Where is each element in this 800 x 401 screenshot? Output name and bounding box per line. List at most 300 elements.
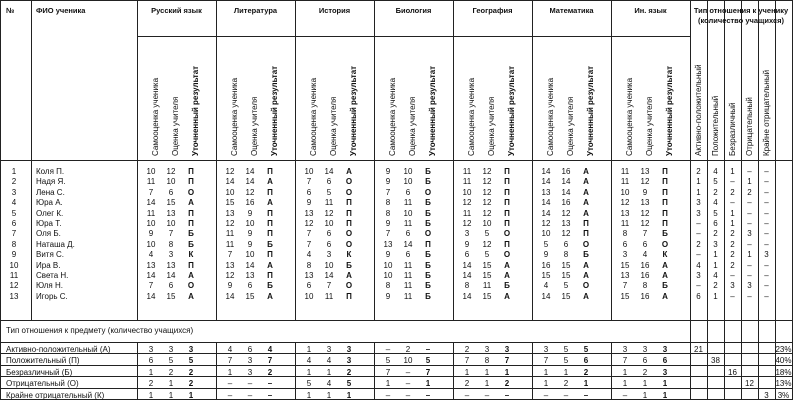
type-header-sub: (количество учащихся) bbox=[697, 16, 785, 25]
type-count-cell: 2 bbox=[730, 229, 735, 239]
grade-cell: 11 bbox=[403, 281, 413, 291]
grade-cell: 12 bbox=[482, 239, 492, 249]
type-count-cell: 2 bbox=[696, 239, 701, 249]
grade-cell: 6 bbox=[405, 229, 411, 239]
summary-value: 2 bbox=[168, 367, 174, 377]
type-count-cell: – bbox=[730, 177, 735, 187]
grade-cell: П bbox=[267, 229, 273, 239]
summary-value: 7 bbox=[464, 356, 470, 366]
summary-value: 2 bbox=[267, 367, 273, 377]
summary-total: 3 bbox=[764, 390, 769, 400]
grade-cell: О bbox=[424, 187, 432, 197]
summary-value: – bbox=[622, 390, 628, 400]
grade-cell: Б bbox=[425, 177, 431, 187]
type-column-header: Крайне отрицательный bbox=[762, 69, 771, 156]
sub-column-header: Самооценка ученика bbox=[309, 77, 318, 156]
grade-cell: 10 bbox=[324, 219, 334, 228]
grade-cell: 14 bbox=[245, 177, 255, 187]
summary-value: 2 bbox=[642, 367, 648, 377]
grade-cell: 12 bbox=[640, 208, 650, 218]
summary-value: 1 bbox=[326, 390, 332, 400]
sub-column-header: Оценка учителя bbox=[171, 96, 180, 156]
grade-cell: О bbox=[503, 250, 511, 260]
grade-cell: О bbox=[345, 177, 353, 187]
grade-cell: 4 bbox=[306, 250, 312, 260]
row-number: 4 bbox=[11, 198, 17, 208]
type-count-cell: 3 bbox=[747, 281, 752, 291]
grade-cell: П bbox=[188, 219, 194, 228]
summary-value: 5 bbox=[346, 379, 352, 389]
summary-value: 6 bbox=[662, 356, 668, 366]
grade-cell: П bbox=[662, 219, 668, 228]
grade-cell: 8 bbox=[385, 198, 391, 208]
summary-percent: 13% bbox=[775, 379, 792, 389]
summary-value: 1 bbox=[484, 379, 490, 389]
grade-cell: К bbox=[346, 250, 352, 260]
sub-column-header: Самооценка ученика bbox=[230, 77, 239, 156]
summary-value: 7 bbox=[227, 356, 233, 366]
grade-cell: О bbox=[187, 281, 195, 291]
summary-total: 12 bbox=[745, 379, 754, 389]
grade-cell: 13 bbox=[166, 260, 176, 270]
type-count-cell: 3 bbox=[696, 208, 701, 218]
grade-cell: О bbox=[582, 239, 590, 249]
grade-cell: Б bbox=[662, 229, 668, 239]
student-name: Лена С. bbox=[36, 187, 65, 197]
grade-cell: 7 bbox=[326, 281, 332, 291]
summary-value: – bbox=[543, 390, 549, 400]
type-count-cell: 6 bbox=[696, 291, 701, 301]
grade-cell: 9 bbox=[385, 219, 391, 228]
type-count-cell: 1 bbox=[713, 260, 718, 270]
grade-cell: 12 bbox=[620, 198, 630, 208]
grade-cell: 11 bbox=[482, 281, 492, 291]
summary-value: 7 bbox=[425, 367, 431, 377]
grid-hline bbox=[0, 388, 792, 389]
summary-value: 6 bbox=[148, 356, 154, 366]
grade-cell: 5 bbox=[484, 250, 490, 260]
row-number: 7 bbox=[11, 229, 17, 239]
grade-cell: О bbox=[345, 187, 353, 197]
type-count-cell: 1 bbox=[713, 291, 718, 301]
type-count-cell: 4 bbox=[696, 260, 701, 270]
column-number-header: № bbox=[6, 6, 15, 15]
type-count-cell: – bbox=[764, 260, 769, 270]
summary-value: – bbox=[227, 379, 233, 389]
summary-value: – bbox=[247, 379, 253, 389]
type-count-cell: – bbox=[747, 198, 752, 208]
grade-cell: 6 bbox=[405, 250, 411, 260]
grade-cell: 13 bbox=[561, 219, 571, 228]
summary-label: Отрицательный (О) bbox=[6, 379, 79, 389]
grid-hline bbox=[0, 0, 792, 1]
grade-cell: Б bbox=[425, 167, 431, 176]
row-number: 10 bbox=[9, 260, 19, 270]
grade-cell: О bbox=[345, 229, 353, 239]
grade-cell: 11 bbox=[620, 167, 630, 176]
grade-cell: П bbox=[346, 219, 352, 228]
grade-cell: 3 bbox=[168, 250, 174, 260]
grade-cell: 10 bbox=[146, 167, 156, 176]
grade-cell: 14 bbox=[561, 187, 571, 197]
sub-column-header: Оценка учителя bbox=[645, 96, 654, 156]
type-count-cell: 3 bbox=[696, 271, 701, 280]
grid-hline bbox=[0, 320, 792, 321]
grade-cell: 14 bbox=[541, 167, 551, 176]
type-count-cell: – bbox=[764, 219, 769, 228]
grade-cell: 5 bbox=[484, 229, 490, 239]
type-count-cell: – bbox=[764, 208, 769, 218]
summary-title: Тип отношения к предмету (количество учащихся) bbox=[6, 326, 194, 335]
sub-column-header: Оценка учителя bbox=[408, 96, 417, 156]
grade-cell: П bbox=[267, 167, 273, 176]
summary-value: 1 bbox=[346, 390, 352, 400]
grade-cell: П bbox=[583, 219, 589, 228]
grade-cell: 14 bbox=[541, 208, 551, 218]
grade-cell: А bbox=[583, 187, 589, 197]
row-number: 3 bbox=[11, 187, 17, 197]
sub-column-header: Уточненный результат bbox=[270, 65, 279, 156]
grade-cell: П bbox=[425, 239, 431, 249]
sub-column-header: Самооценка ученика bbox=[151, 77, 160, 156]
grade-cell: 10 bbox=[304, 167, 314, 176]
grade-cell: 14 bbox=[462, 271, 472, 280]
student-name: Витя С. bbox=[36, 250, 65, 260]
summary-value: – bbox=[385, 345, 391, 354]
summary-value: 1 bbox=[622, 367, 628, 377]
grade-cell: 9 bbox=[247, 239, 253, 249]
student-name: Оля Б. bbox=[36, 229, 61, 239]
grade-cell: 14 bbox=[324, 167, 334, 176]
sub-column-header: Самооценка ученика bbox=[546, 77, 555, 156]
grade-cell: П bbox=[662, 167, 668, 176]
summary-total: 16 bbox=[728, 367, 737, 377]
type-count-cell: 2 bbox=[696, 167, 701, 176]
grade-cell: 11 bbox=[146, 208, 156, 218]
grade-cell: А bbox=[504, 271, 510, 280]
summary-value: 4 bbox=[227, 345, 233, 354]
summary-value: 3 bbox=[662, 367, 668, 377]
summary-value: 1 bbox=[168, 390, 174, 400]
grade-cell: 15 bbox=[541, 271, 551, 280]
summary-value: 1 bbox=[227, 367, 233, 377]
summary-value: 2 bbox=[405, 345, 411, 354]
grade-cell: П bbox=[504, 198, 510, 208]
summary-value: – bbox=[385, 390, 391, 400]
grade-cell: 15 bbox=[482, 291, 492, 301]
grade-cell: П bbox=[504, 239, 510, 249]
grade-cell: П bbox=[188, 177, 194, 187]
sub-column-header: Уточненный результат bbox=[191, 65, 200, 156]
type-count-cell: – bbox=[747, 239, 752, 249]
type-count-cell: – bbox=[730, 271, 735, 280]
summary-value: 1 bbox=[504, 367, 510, 377]
grade-cell: 12 bbox=[324, 208, 334, 218]
summary-total: 38 bbox=[711, 356, 720, 366]
summary-value: 4 bbox=[267, 345, 273, 354]
type-count-cell: – bbox=[764, 229, 769, 239]
grid-vline bbox=[453, 342, 454, 400]
type-count-cell: – bbox=[696, 250, 701, 260]
grade-cell: К bbox=[662, 250, 668, 260]
summary-value: 1 bbox=[306, 367, 312, 377]
grade-cell: А bbox=[583, 208, 589, 218]
grade-cell: 15 bbox=[225, 198, 235, 208]
grid-vline bbox=[792, 0, 793, 400]
grade-cell: 15 bbox=[245, 291, 255, 301]
grade-cell: 14 bbox=[225, 177, 235, 187]
summary-value: 3 bbox=[148, 345, 154, 354]
type-count-cell: 1 bbox=[730, 208, 735, 218]
grade-cell: 8 bbox=[385, 281, 391, 291]
type-count-cell: 1 bbox=[730, 167, 735, 176]
grade-cell: 13 bbox=[383, 239, 393, 249]
grade-cell: А bbox=[267, 177, 273, 187]
type-count-cell: 2 bbox=[747, 187, 752, 197]
grade-cell: 12 bbox=[166, 167, 176, 176]
summary-percent: 40% bbox=[775, 356, 792, 366]
grid-hline bbox=[0, 160, 792, 161]
grade-cell: 6 bbox=[563, 239, 569, 249]
summary-value: 5 bbox=[563, 356, 569, 366]
grade-cell: 15 bbox=[482, 271, 492, 280]
row-number: 5 bbox=[11, 208, 17, 218]
type-count-cell: 2 bbox=[713, 281, 718, 291]
grade-cell: 9 bbox=[227, 281, 233, 291]
grade-cell: 6 bbox=[642, 239, 648, 249]
grade-cell: 9 bbox=[306, 198, 312, 208]
grid-vline bbox=[216, 342, 217, 400]
type-count-cell: – bbox=[730, 198, 735, 208]
grade-cell: 12 bbox=[482, 198, 492, 208]
grade-cell: П bbox=[504, 219, 510, 228]
summary-value: – bbox=[405, 390, 411, 400]
grade-cell: О bbox=[661, 239, 669, 249]
grade-cell: 13 bbox=[620, 208, 630, 218]
grade-cell: П bbox=[267, 208, 273, 218]
grade-cell: 9 bbox=[385, 291, 391, 301]
type-count-cell: – bbox=[764, 239, 769, 249]
type-count-cell: 3 bbox=[730, 281, 735, 291]
type-count-cell: – bbox=[747, 167, 752, 176]
grade-cell: 12 bbox=[561, 208, 571, 218]
grade-cell: П bbox=[346, 198, 352, 208]
summary-value: 3 bbox=[188, 345, 194, 354]
grade-cell: П bbox=[504, 187, 510, 197]
grade-cell: 9 bbox=[385, 177, 391, 187]
summary-value: 7 bbox=[504, 356, 510, 366]
type-count-cell: 1 bbox=[730, 219, 735, 228]
type-count-cell: 1 bbox=[696, 187, 701, 197]
summary-percent: 23% bbox=[775, 345, 792, 354]
grade-cell: П bbox=[504, 208, 510, 218]
grade-cell: 7 bbox=[642, 229, 648, 239]
grade-cell: 13 bbox=[304, 208, 314, 218]
grade-cell: 10 bbox=[146, 239, 156, 249]
row-number: 6 bbox=[11, 219, 17, 228]
summary-value: 5 bbox=[425, 356, 431, 366]
sub-column-header: Уточненный результат bbox=[586, 65, 595, 156]
grade-cell: 10 bbox=[304, 291, 314, 301]
row-number: 8 bbox=[11, 239, 17, 249]
type-count-cell: – bbox=[764, 198, 769, 208]
grade-cell: А bbox=[583, 291, 589, 301]
summary-value: 1 bbox=[306, 390, 312, 400]
summary-value: 1 bbox=[484, 367, 490, 377]
grade-cell: 3 bbox=[622, 250, 628, 260]
grade-cell: 15 bbox=[561, 291, 571, 301]
summary-value: 3 bbox=[662, 345, 668, 354]
grade-cell: 12 bbox=[245, 187, 255, 197]
grade-cell: 12 bbox=[482, 208, 492, 218]
summary-value: 3 bbox=[504, 345, 510, 354]
student-name: Юля Н. bbox=[36, 281, 63, 291]
grade-cell: 11 bbox=[146, 177, 156, 187]
grade-cell: 7 bbox=[227, 250, 233, 260]
grade-cell: Б bbox=[662, 281, 668, 291]
summary-value: – bbox=[464, 390, 470, 400]
grade-cell: 7 bbox=[168, 229, 174, 239]
student-name: Олег К. bbox=[36, 208, 64, 218]
summary-value: 5 bbox=[563, 345, 569, 354]
grade-cell: 11 bbox=[324, 291, 334, 301]
summary-label: Положительный (П) bbox=[6, 356, 80, 366]
type-count-cell: 3 bbox=[747, 229, 752, 239]
grade-cell: 9 bbox=[385, 250, 391, 260]
type-count-cell: 5 bbox=[713, 208, 718, 218]
type-count-cell: – bbox=[747, 219, 752, 228]
type-column-header: Отрицательный bbox=[745, 97, 754, 156]
subject-header: Биология bbox=[395, 6, 432, 15]
grade-cell: 12 bbox=[640, 177, 650, 187]
summary-value: 1 bbox=[385, 379, 391, 389]
summary-label: Крайне отрицательный (К) bbox=[6, 390, 105, 400]
grade-cell: 5 bbox=[543, 239, 549, 249]
grade-cell: 5 bbox=[563, 281, 569, 291]
sub-column-header: Оценка учителя bbox=[329, 96, 338, 156]
grade-cell: 11 bbox=[225, 239, 235, 249]
grade-cell: Б bbox=[425, 250, 431, 260]
grade-cell: П bbox=[346, 291, 352, 301]
grade-cell: 11 bbox=[403, 198, 413, 208]
grade-cell: 12 bbox=[640, 219, 650, 228]
grade-cell: П bbox=[267, 219, 273, 228]
grade-cell: 9 bbox=[247, 208, 253, 218]
grade-cell: 14 bbox=[146, 271, 156, 280]
grade-cell: 11 bbox=[403, 291, 413, 301]
summary-value: 1 bbox=[464, 367, 470, 377]
type-column-header: Положительный bbox=[711, 95, 720, 156]
column-name-header: ФИО ученика bbox=[36, 6, 86, 15]
summary-value: 1 bbox=[148, 390, 154, 400]
type-header: Тип отношения к ученику bbox=[693, 6, 789, 15]
summary-value: 3 bbox=[247, 367, 253, 377]
grade-cell: 16 bbox=[541, 260, 551, 270]
summary-value: 1 bbox=[148, 367, 154, 377]
summary-value: 4 bbox=[306, 356, 312, 366]
grade-cell: А bbox=[188, 198, 194, 208]
type-count-cell: – bbox=[764, 271, 769, 280]
summary-value: 4 bbox=[326, 379, 332, 389]
type-count-cell: 2 bbox=[713, 187, 718, 197]
grade-cell: 10 bbox=[541, 229, 551, 239]
grid-vline bbox=[374, 342, 375, 400]
type-column-header: Безразличный bbox=[728, 102, 737, 156]
type-count-cell: – bbox=[747, 291, 752, 301]
type-count-cell: 5 bbox=[713, 177, 718, 187]
sub-column-header: Уточненный результат bbox=[507, 65, 516, 156]
grade-cell: Б bbox=[425, 208, 431, 218]
grade-cell: П bbox=[267, 271, 273, 280]
grade-cell: 14 bbox=[225, 291, 235, 301]
grade-cell: 13 bbox=[640, 198, 650, 208]
type-count-cell: – bbox=[764, 177, 769, 187]
grade-cell: 14 bbox=[324, 271, 334, 280]
grid-vline bbox=[295, 342, 296, 400]
summary-value: 5 bbox=[583, 345, 589, 354]
grid-vline bbox=[775, 0, 776, 400]
grid-vline bbox=[611, 342, 612, 400]
type-count-cell: 4 bbox=[713, 198, 718, 208]
summary-value: – bbox=[405, 379, 411, 389]
grid-vline bbox=[137, 342, 138, 400]
grade-cell: 14 bbox=[462, 260, 472, 270]
grade-cell: 6 bbox=[306, 187, 312, 197]
type-count-cell: – bbox=[764, 281, 769, 291]
summary-value: 1 bbox=[425, 379, 431, 389]
grade-cell: Б bbox=[188, 229, 194, 239]
grade-cell: П bbox=[504, 177, 510, 187]
subject-header: Ин. язык bbox=[634, 6, 667, 15]
grade-cell: Б bbox=[425, 198, 431, 208]
grade-cell: Б bbox=[425, 281, 431, 291]
grade-cell: 12 bbox=[225, 271, 235, 280]
type-count-cell: – bbox=[747, 260, 752, 270]
grade-cell: 10 bbox=[403, 167, 413, 176]
summary-value: 2 bbox=[346, 367, 352, 377]
summary-value: 1 bbox=[188, 390, 194, 400]
grade-cell: 8 bbox=[622, 229, 628, 239]
grade-cell: 14 bbox=[561, 177, 571, 187]
grade-cell: 12 bbox=[225, 219, 235, 228]
sub-column-header: Оценка учителя bbox=[566, 96, 575, 156]
grade-cell: 8 bbox=[306, 260, 312, 270]
grid-hline bbox=[0, 365, 792, 366]
row-number: 2 bbox=[11, 177, 17, 187]
grade-cell: П bbox=[662, 177, 668, 187]
type-count-cell: 1 bbox=[713, 250, 718, 260]
summary-value: – bbox=[247, 390, 253, 400]
grade-cell: А bbox=[583, 271, 589, 280]
type-count-cell: – bbox=[764, 187, 769, 197]
grade-cell: П bbox=[188, 260, 194, 270]
row-number: 12 bbox=[9, 281, 19, 291]
summary-label: Безразличный (Б) bbox=[6, 367, 73, 377]
grade-cell: 11 bbox=[620, 177, 630, 187]
summary-value: – bbox=[227, 390, 233, 400]
grade-cell: 15 bbox=[166, 198, 176, 208]
grade-cell: 13 bbox=[541, 187, 551, 197]
grid-vline bbox=[0, 0, 1, 400]
grade-cell: 12 bbox=[482, 167, 492, 176]
grade-cell: 8 bbox=[385, 208, 391, 218]
grade-cell: Б bbox=[188, 239, 194, 249]
grade-cell: О bbox=[345, 239, 353, 249]
type-count-cell: – bbox=[696, 281, 701, 291]
grid-vline bbox=[532, 342, 533, 400]
grade-cell: П bbox=[346, 208, 352, 218]
grade-cell: 10 bbox=[166, 219, 176, 228]
